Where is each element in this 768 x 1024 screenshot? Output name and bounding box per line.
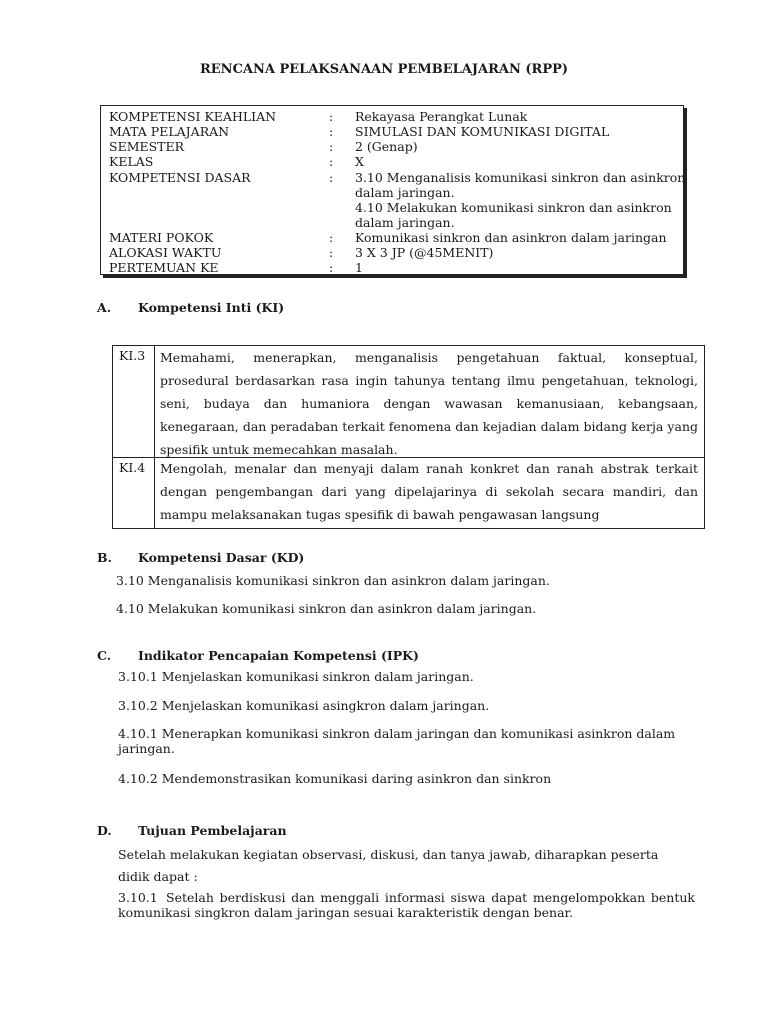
section-a-title: Kompetensi Inti (KI) bbox=[138, 300, 285, 315]
identity-colon: : bbox=[329, 154, 334, 169]
ki-code: KI.3 bbox=[119, 348, 146, 363]
tujuan-item-text: Setelah berdiskusi dan menggali informasi siswa dapat mengelompokkan bentuk komunikasi singkron dalam jaringan sesuai karakteristik dengan benar. bbox=[118, 890, 695, 920]
kd-item: 3.10 Menganalisis komunikasi sinkron dan asinkron dalam jaringan. bbox=[116, 573, 550, 588]
identity-label: MATERI POKOK bbox=[109, 230, 214, 245]
ki-text: Memahami, menerapkan, menganalisis pengetahuan faktual, konseptual, prosedural berdasarkan rasa ingin tahunya tentang ilmu pengetahuan, teknologi, seni, budaya dan humaniora dengan wawasan kemanusiaan, kebangsaan, kenegaraan, dan peradaban terkait fenomena dan kejadian dalam bidang kerja yang spesifik untuk memecahkan masalah. bbox=[160, 350, 698, 457]
ipk-item: 3.10.1 Menjelaskan komunikasi sinkron dalam jaringan. bbox=[118, 669, 474, 684]
section-d-title: Tujuan Pembelajaran bbox=[138, 823, 287, 838]
identity-label: SEMESTER bbox=[109, 139, 185, 154]
identity-colon: : bbox=[329, 139, 334, 154]
section-c-letter: C. bbox=[97, 648, 112, 663]
identity-value: dalam jaringan. bbox=[355, 185, 455, 200]
identity-value: 3.10 Menganalisis komunikasi sinkron dan asinkron bbox=[355, 170, 686, 185]
ki-table bbox=[112, 345, 705, 529]
tujuan-intro: Setelah melakukan kegiatan observasi, diskusi, dan tanya jawab, diharapkan peserta didik dapat : bbox=[118, 847, 659, 884]
section-b-title: Kompetensi Dasar (KD) bbox=[138, 550, 305, 565]
identity-colon: : bbox=[329, 109, 334, 124]
identity-label: PERTEMUAN KE bbox=[109, 260, 219, 275]
ipk-item: 3.10.2 Menjelaskan komunikasi asingkron dalam jaringan. bbox=[118, 698, 490, 713]
ki-text: Mengolah, menalar dan menyaji dalam ranah konkret dan ranah abstrak terkait dengan pengembangan dari yang dipelajarinya di sekolah secara mandiri, dan mampu melaksanakan tugas spesifik di bawah pengawasan langsung bbox=[160, 461, 698, 522]
page-title: RENCANA PELAKSANAAN PEMBELAJARAN (RPP) bbox=[199, 62, 569, 77]
section-b-letter: B. bbox=[97, 550, 112, 565]
section-a-letter: A. bbox=[97, 300, 112, 315]
ipk-item: 4.10.2 Mendemonstrasikan komunikasi daring asinkron dan sinkron bbox=[118, 771, 552, 786]
identity-label: ALOKASI WAKTU bbox=[109, 245, 222, 260]
identity-value: 2 (Genap) bbox=[355, 139, 418, 154]
identity-value: 1 bbox=[355, 260, 363, 275]
identity-value: SIMULASI DAN KOMUNIKASI DIGITAL bbox=[355, 124, 610, 139]
identity-label: KOMPETENSI KEAHLIAN bbox=[109, 109, 277, 124]
ipk-item: 4.10.1 Menerapkan komunikasi sinkron dalam jaringan dan komunikasi asinkron dalam jaringan. bbox=[118, 726, 676, 756]
tujuan-item bbox=[118, 890, 695, 920]
identity-colon: : bbox=[329, 230, 334, 245]
section-c-title: Indikator Pencapaian Kompetensi (IPK) bbox=[138, 648, 419, 663]
identity-label: KOMPETENSI DASAR bbox=[109, 170, 251, 185]
identity-value: Rekayasa Perangkat Lunak bbox=[355, 109, 528, 124]
identity-label: KELAS bbox=[109, 154, 154, 169]
ki-code: KI.4 bbox=[119, 460, 146, 475]
identity-value: 3 X 3 JP (@45MENIT) bbox=[355, 245, 494, 260]
kd-item: 4.10 Melakukan komunikasi sinkron dan asinkron dalam jaringan. bbox=[116, 601, 537, 616]
identity-box bbox=[100, 105, 684, 275]
identity-value: Komunikasi sinkron dan asinkron dalam jaringan bbox=[355, 230, 667, 245]
section-d-letter: D. bbox=[97, 823, 112, 838]
identity-value: 4.10 Melakukan komunikasi sinkron dan asinkron bbox=[355, 200, 672, 215]
identity-colon: : bbox=[329, 124, 334, 139]
identity-label: MATA PELAJARAN bbox=[109, 124, 230, 139]
tujuan-number: 3.10.1 bbox=[118, 890, 158, 905]
identity-colon: : bbox=[329, 245, 334, 260]
table-divider bbox=[154, 346, 155, 528]
identity-colon: : bbox=[329, 260, 334, 275]
identity-value: dalam jaringan. bbox=[355, 215, 455, 230]
identity-colon: : bbox=[329, 170, 334, 185]
identity-value: X bbox=[355, 154, 364, 169]
